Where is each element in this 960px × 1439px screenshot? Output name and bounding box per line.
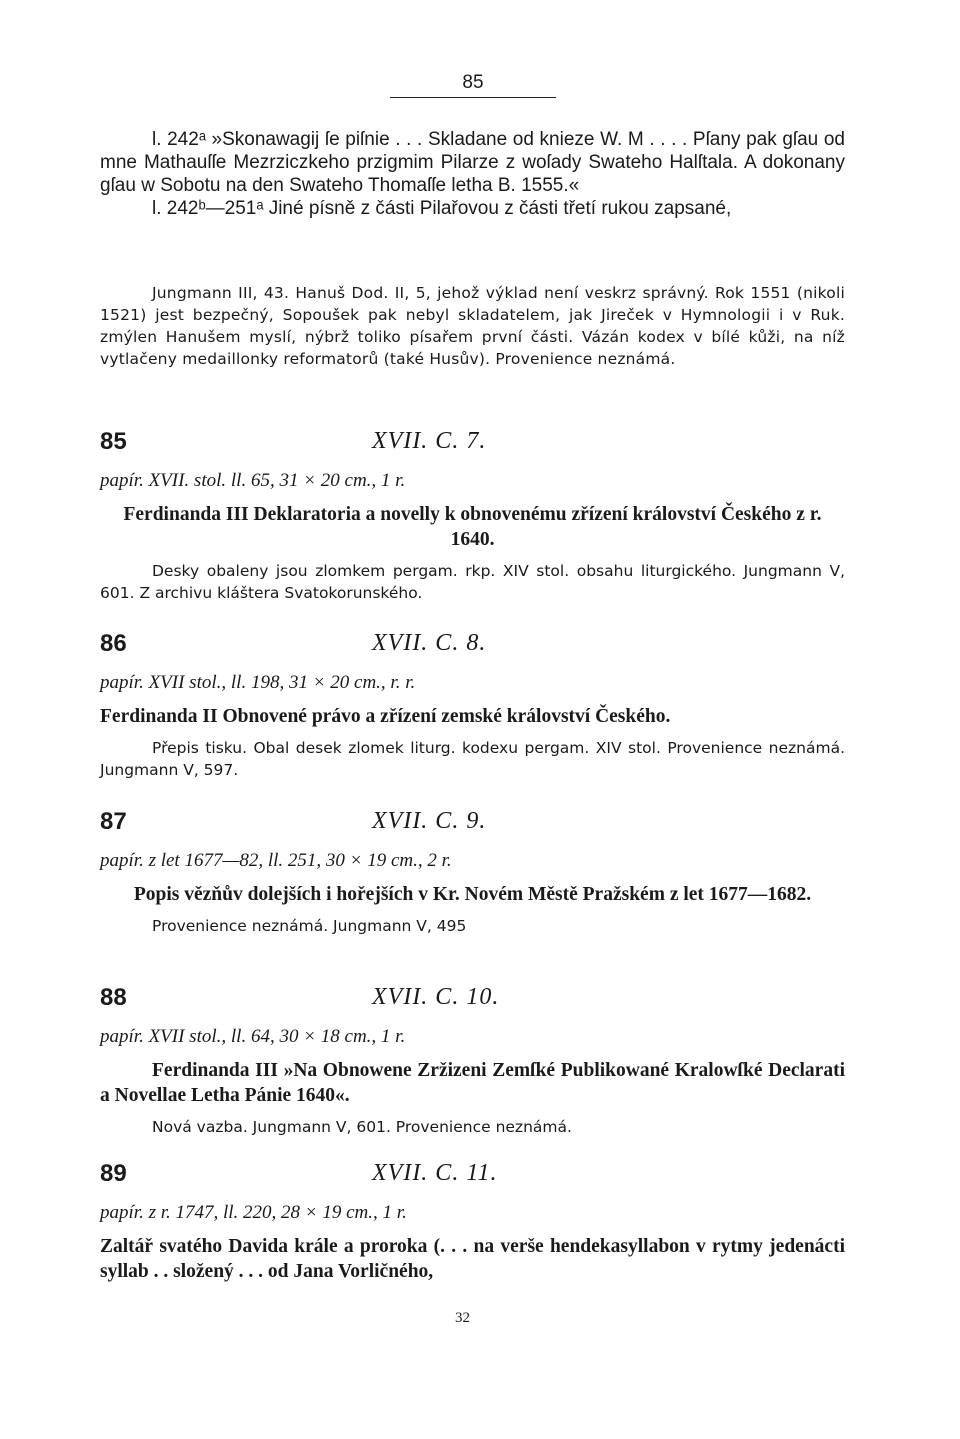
entry-title: Popis vězňův dolejších i hořejších v Kr. Novém Městě Pražském z let 1677—1682. xyxy=(133,884,812,905)
entry-note: Přepis tisku. Obal desek zlomek liturg. kodexu pergam. XIV stol. Provenience neznámá. Jungmann V, 597. xyxy=(100,739,845,779)
entry-title: Ferdinanda II Obnovené právo a zřízení zemské království Českého. xyxy=(100,706,671,727)
catalog-entry xyxy=(100,428,845,604)
entry-number: 85 xyxy=(100,428,127,455)
shelf-signature: XVII. C. 8. xyxy=(372,630,487,656)
entry-title: Ferdinanda III Deklaratoria a novelly k obnovenému zřízení království Českého z r. 1640. xyxy=(123,504,822,550)
catalog-entry xyxy=(100,984,845,1138)
physical-description: papír. XVII stol., ll. 198, 31 × 20 cm., r. r. xyxy=(100,672,416,693)
shelf-signature: XVII. C. 7. xyxy=(372,428,487,454)
entry-note: Desky obaleny jsou zlomkem pergam. rkp. XIV stol. obsahu liturgického. Jungmann V, 601. Z archivu kláštera Svatokorunského. xyxy=(100,562,845,602)
folio-note: l. 242ᵇ—251ᵃ Jiné písně z části Pilařovou z části třetí rukou zapsané, xyxy=(152,198,732,219)
catalog-entry xyxy=(100,1160,845,1284)
entry-title: Zaltář svatého Davida krále a proroka (. . . na verše hendekasyllabon v rytmy jedenácti syllab . . složený . . . od Jana Vorličného, xyxy=(100,1236,845,1282)
shelf-signature: XVII. C. 11. xyxy=(372,1160,498,1186)
entry-title: Ferdinanda III »Na Obnowene Zržizeni Zemſké Publikowané Kralowſké Declarati a Novellae Letha Pánie 1640«. xyxy=(100,1060,845,1106)
catalog-entry xyxy=(100,630,845,781)
shelf-signature: XVII. C. 9. xyxy=(372,808,487,834)
physical-description: papír. XVII. stol. ll. 65, 31 × 20 cm., 1 r. xyxy=(100,470,406,491)
entry-number: 86 xyxy=(100,630,127,657)
entry-header xyxy=(100,1160,845,1200)
bibliographic-notes xyxy=(100,282,845,370)
entry-header xyxy=(100,984,845,1024)
page-number: 85 xyxy=(462,72,484,93)
physical-description: papír. z let 1677—82, ll. 251, 30 × 19 cm., 2 r. xyxy=(100,850,452,871)
page-number-rule xyxy=(390,97,556,98)
entry-number: 89 xyxy=(100,1160,127,1187)
entry-header xyxy=(100,808,845,848)
catalog-entry xyxy=(100,808,845,937)
entry-header xyxy=(100,428,845,468)
entry-note: Nová vazba. Jungmann V, 601. Provenience neznámá. xyxy=(152,1118,572,1136)
physical-description: papír. XVII stol., ll. 64, 30 × 18 cm., 1 r. xyxy=(100,1026,406,1047)
entry-number: 87 xyxy=(100,808,127,835)
notes-text: Jungmann III, 43. Hanuš Dod. II, 5, jehož výklad není veskrz správný. Rok 1551 (nikoli 1521) jest bezpečný, Sopoušek pak nebyl skladatelem, jak Jireček v Hymnologii i v Ruk. zmýlen Hanušem myslí, nýbrž toliko písařem první části. Vázán kodex v bílé kůži, na níž vytlačeny medaillonky reformatorů (také Husův). Provenience neznámá. xyxy=(100,284,845,368)
entry-header xyxy=(100,630,845,670)
entry-number: 88 xyxy=(100,984,127,1011)
sheet-number: 32 xyxy=(455,1310,470,1326)
shelf-signature: XVII. C. 10. xyxy=(372,984,500,1010)
entry-84-continuation xyxy=(100,128,845,220)
entry-note: Provenience neznámá. Jungmann V, 495 xyxy=(152,917,467,935)
physical-description: papír. z r. 1747, ll. 220, 28 × 19 cm., 1 r. xyxy=(100,1202,407,1223)
colophon-text: l. 242ᵃ »Skonawagij ſe piſnie . . . Skladane od knieze W. M . . . . Pſany pak gſau od mne Mathauſſe Mezrziczkeho przigmim Pilarze z woſady Swateho Halſtala. A dokonany gſau w Sobotu na den Swateho Thomaſſe letha B. 1555.« xyxy=(100,129,845,196)
